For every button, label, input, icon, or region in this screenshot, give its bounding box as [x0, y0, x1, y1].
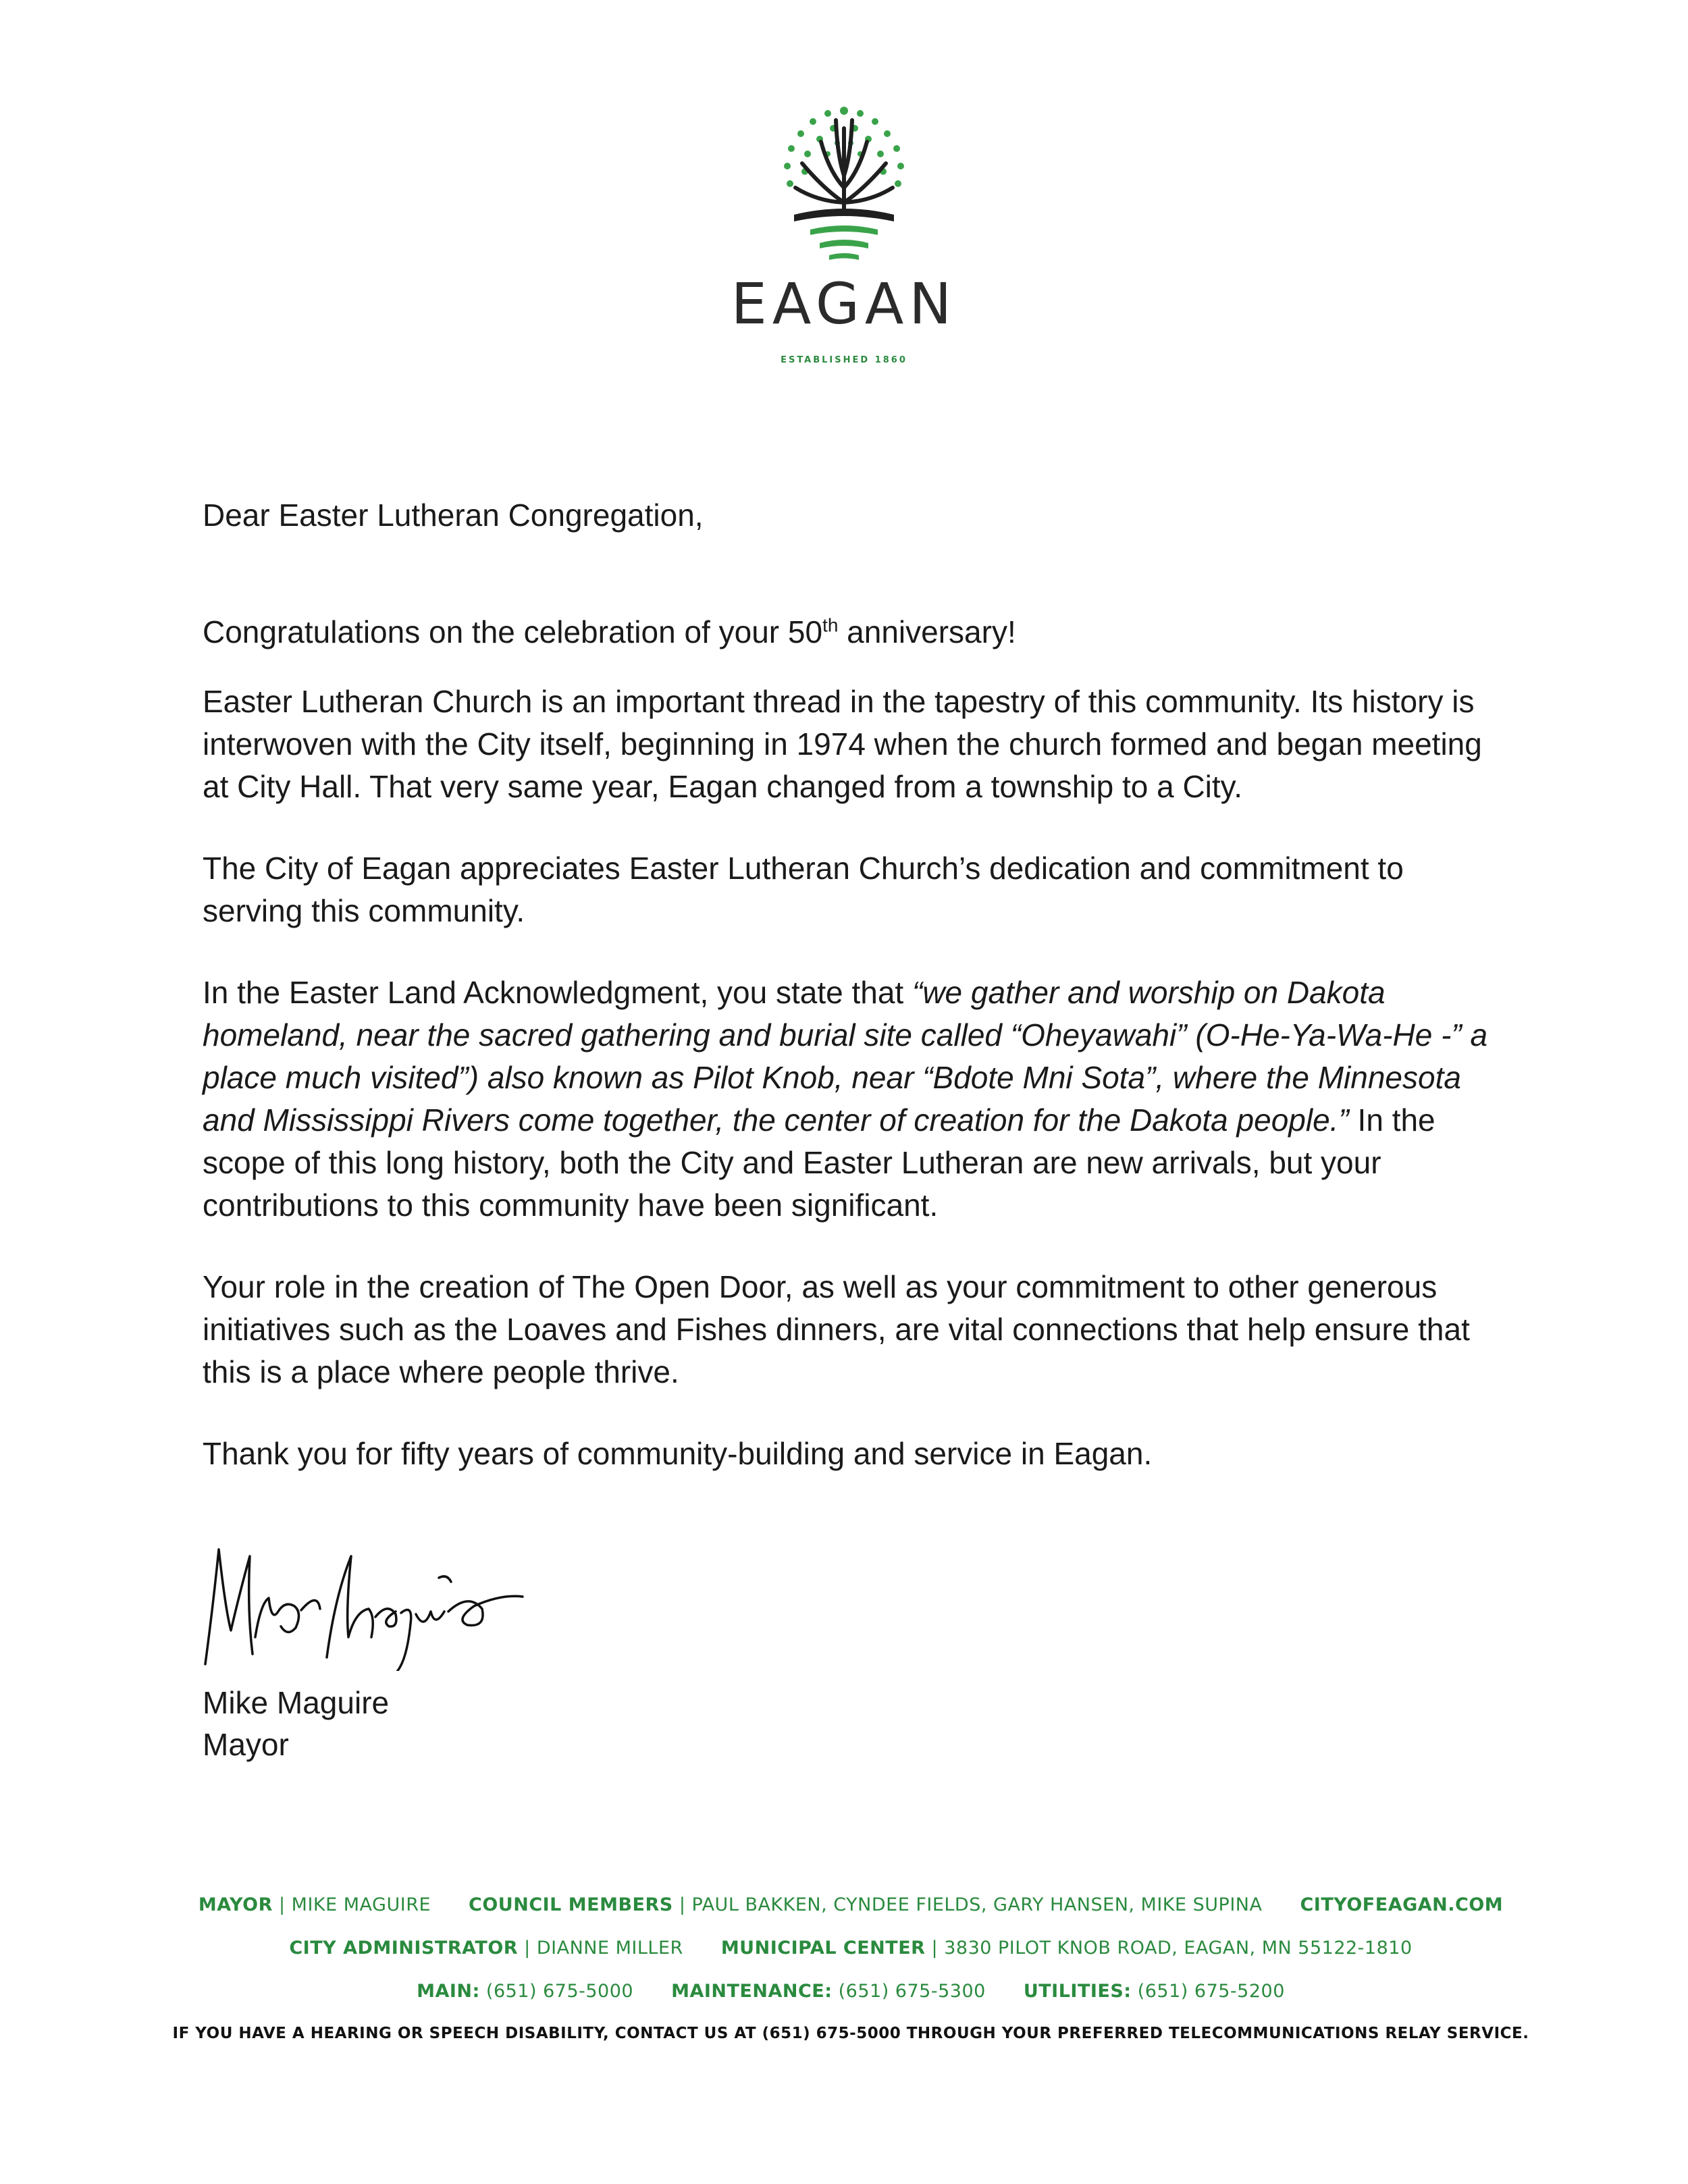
main-phone-label: MAIN: — [417, 1981, 480, 2002]
footer-row-officials — [149, 1884, 1553, 1927]
municipal-center-address: 3830 PILOT KNOB ROAD, EAGAN, MN 55122-1810 — [944, 1938, 1413, 1959]
admin-label: CITY ADMINISTRATOR — [289, 1938, 519, 1959]
signer-name: Mike Maguire — [203, 1685, 390, 1720]
paragraph-open-door: Your role in the creation of The Open Door, as well as your commitment to other generous initiatives such as the Loaves and Fishes dinners, are vital connections that help ensure that this is a place where people thrive. — [203, 1269, 1470, 1389]
acknowledgment-intro: In the Easter Land Acknowledgment, you state that — [203, 975, 912, 1010]
letterhead-logo — [709, 101, 979, 365]
admin-name: DIANNE MILLER — [536, 1938, 683, 1959]
separator: | — [679, 1894, 686, 1915]
letter-footer — [149, 1884, 1553, 2047]
ordinal-suffix: th — [822, 614, 839, 636]
website-link[interactable]: CITYOFEAGAN.COM — [1300, 1894, 1504, 1915]
separator: | — [278, 1894, 286, 1915]
paragraph-land-acknowledgment — [203, 971, 1499, 1227]
paragraph-appreciation: The City of Eagan appreciates Easter Lutheran Church’s dedication and commitment to serving this community. — [203, 851, 1404, 928]
council-names: PAUL BAKKEN, CYNDEE FIELDS, GARY HANSEN, MIKE SUPINA — [691, 1894, 1263, 1915]
separator: | — [524, 1938, 531, 1959]
separator: | — [931, 1938, 939, 1959]
council-label: COUNCIL MEMBERS — [469, 1894, 673, 1915]
accessibility-notice: IF YOU HAVE A HEARING OR SPEECH DISABILITY, CONTACT US AT (651) 675-5000 THROUGH YOUR PREFERRED TELECOMMUNICATIONS RELAY SERVICE. — [172, 2025, 1529, 2042]
signature-block — [203, 1536, 1499, 1765]
signer-title: Mayor — [203, 1727, 289, 1762]
mayor-name: MIKE MAGUIRE — [291, 1894, 431, 1915]
municipal-center-label: MUNICIPAL CENTER — [720, 1938, 926, 1959]
paragraph-thanks: Thank you for fifty years of community-building and service in Eagan. — [203, 1436, 1153, 1471]
handwritten-signature — [199, 1536, 563, 1671]
paragraph-history: Easter Lutheran Church is an important thread in the tapestry of this community. Its history is interwoven with the City itself, beginning in 1974 when the church formed and began meeting at City Hall. That very same year, Eagan changed from a township to a City. — [203, 684, 1482, 804]
mayor-label: MAYOR — [198, 1894, 273, 1915]
utilities-phone: (651) 675-5200 — [1137, 1981, 1285, 2002]
main-phone: (651) 675-5000 — [485, 1981, 634, 2002]
congratulations-line — [203, 611, 1499, 654]
acknowledgment-rest: In the scope of this long history, both the City and Easter Lutheran are new arrivals, but your contributions to this community have been significant. — [203, 1102, 1435, 1223]
acknowledgment-quote: “we gather and worship on Dakota homeland, near the sacred gathering and burial site called “Oheyawahi” (O-He-Ya-Wa-He -” a place much visited”) also known as Pilot Knob, near “Bdote Mni Sota”, where the Minnesota and Mississippi Rivers come together, the center of creation for the Dakota people.” — [203, 975, 1488, 1138]
footer-row-phones — [149, 1970, 1553, 2013]
letter-body — [203, 494, 1499, 1765]
congrats-text-end: anniversary! — [838, 614, 1016, 649]
established-tagline: ESTABLISHED 1860 — [781, 355, 907, 365]
maintenance-phone-label: MAINTENANCE: — [671, 1981, 833, 2002]
maintenance-phone: (651) 675-5300 — [838, 1981, 986, 2002]
utilities-phone-label: UTILITIES: — [1023, 1981, 1132, 2002]
city-name: EAGAN — [731, 271, 957, 337]
salutation: Dear Easter Lutheran Congregation, — [203, 498, 704, 533]
congrats-text: Congratulations on the celebration of your 50 — [203, 614, 823, 649]
footer-row-administration — [149, 1927, 1553, 1970]
tree-logo-icon — [763, 101, 925, 270]
